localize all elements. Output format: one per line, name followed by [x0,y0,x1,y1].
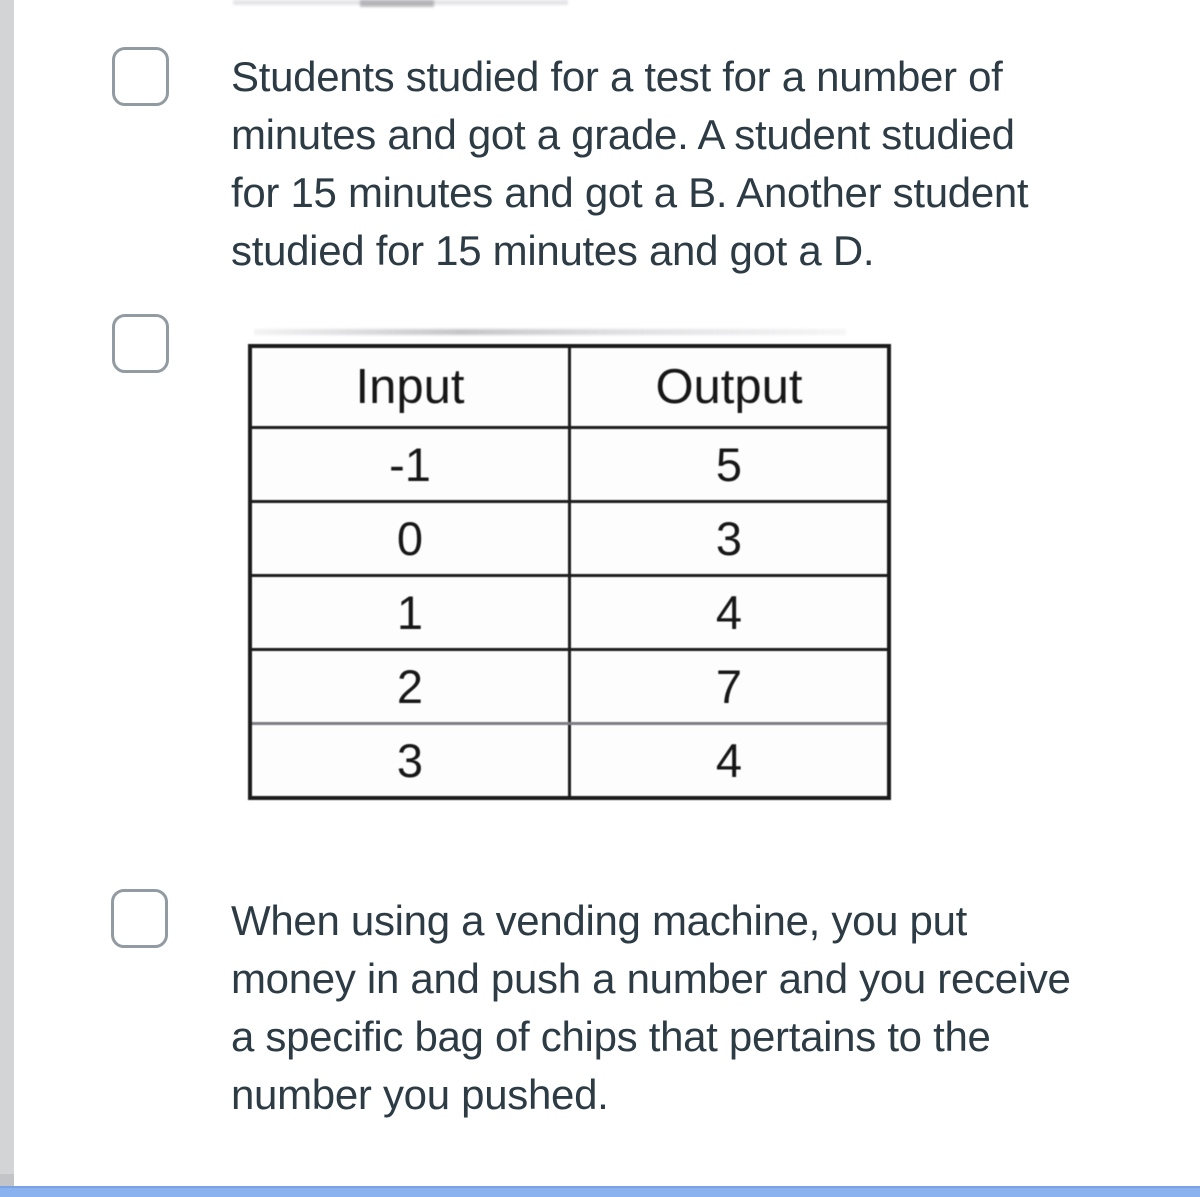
table-row [250,650,889,724]
answer-text-line: number you pushed. [231,1071,609,1118]
answer-checkbox-2[interactable] [112,314,169,373]
answer-text-line: studied for 15 minutes and got a D. [231,227,875,274]
answer-text-line: for 15 minutes and got a B. Another student [231,169,1029,216]
table-header-row [250,346,889,428]
table-row [250,502,889,576]
table-row [250,428,889,502]
input-column-header: Input [250,346,570,428]
answer-text-line: minutes and got a grade. A student studied [231,111,1015,158]
output-cell: 4 [570,724,890,799]
input-output-table [248,344,891,800]
answer-text-line: a specific bag of chips that pertains to the [231,1013,991,1060]
answer-checkbox-1[interactable] [112,47,169,106]
left-edge-bar-tip [0,1174,14,1186]
table-row [250,724,889,799]
output-column-header: Output [570,346,890,428]
table-row [250,576,889,650]
input-cell: 0 [250,502,570,576]
answer-option-1-text[interactable] [231,48,1161,280]
input-cell: 3 [250,724,570,799]
output-cell: 4 [570,576,890,650]
output-cell: 7 [570,650,890,724]
answer-text-line: Students studied for a test for a number of [231,53,1003,100]
bottom-blue-bar [0,1186,1200,1197]
input-cell: -1 [250,428,570,502]
input-cell: 1 [250,576,570,650]
input-cell: 2 [250,650,570,724]
answer-option-2-table-image[interactable] [248,344,891,800]
scanned-image-artifact [254,329,846,335]
answer-text-line: When using a vending machine, you put [231,897,968,944]
answer-checkbox-3[interactable] [111,889,168,948]
answer-text-line: money in and push a number and you receive [231,955,1071,1002]
output-cell: 3 [570,502,890,576]
answer-option-3-text[interactable] [231,892,1161,1124]
output-cell: 5 [570,428,890,502]
cutoff-content-remnant-dark [360,0,434,7]
left-edge-bar [0,0,14,1186]
